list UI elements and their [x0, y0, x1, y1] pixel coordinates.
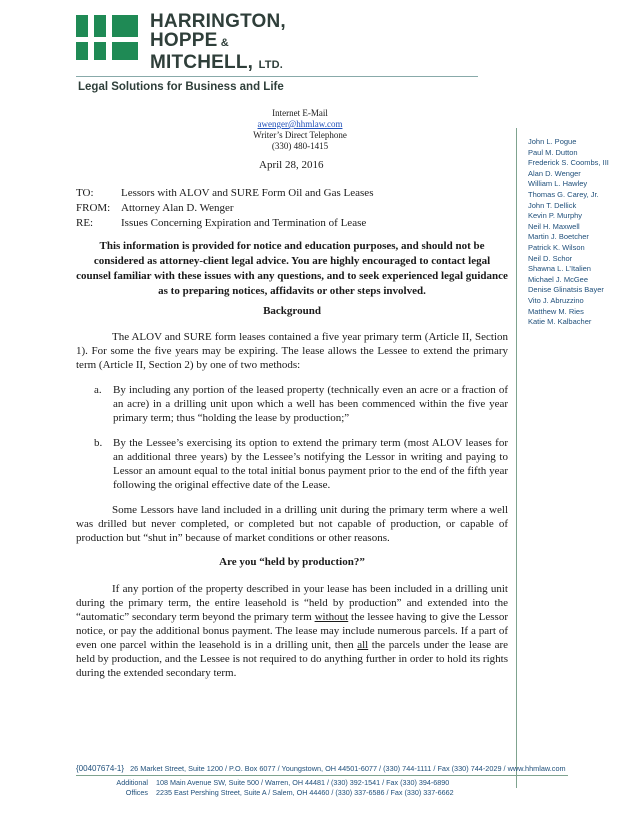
footer-main-office: {00407674-1} 26 Market Street, Suite 1200 / P.O. Box 6077 / Youngstown, OH 44501-6077 / (330) 744-1111 / Fax (330) 744-2029 / www.hhmlaw.com — [76, 764, 566, 773]
memo-header — [76, 186, 373, 231]
list-item-a: a. By including any portion of the leased property (technically even an acre or a fraction of an acre) in a drilling unit upon which a well has been commenced within the five year primary term; thus “holding the lease by production;” — [94, 384, 508, 424]
attorney-name: John T. Dellick — [528, 200, 577, 210]
list-item-b: b. By the Lessee’s exercising its option to extend the primary term (most ALOV leases for an additional three years) by the Lessee’s notifying the Lessor in writing and paying to Lessor an amount equal to the total initial bonus payment prior to the end of the fifth year following the original effective date of the Lease. — [94, 437, 508, 491]
attorney-name: Alan D. Wenger — [528, 168, 581, 178]
to-label: TO: — [76, 187, 94, 199]
header-rule — [76, 76, 478, 77]
sidebar-rule — [516, 128, 517, 788]
attorney-name: Paul M. Dutton — [528, 147, 578, 157]
letter-date: April 28, 2016 — [259, 159, 324, 171]
firm-logo — [76, 15, 138, 65]
document-id: {00407674-1} — [76, 764, 125, 773]
attorney-name: John L. Pogue — [528, 137, 577, 146]
held-heading: Are you “held by production?” — [219, 556, 365, 568]
attorney-name: Patrick K. Wilson — [528, 242, 585, 252]
background-heading: Background — [263, 305, 321, 317]
tagline: Legal Solutions for Business and Life — [78, 81, 284, 93]
shut-in-paragraph: Some Lessors have land included in a drilling unit during the primary term where a well was drilled but never completed, or completed but not capable of production, or capable of production but “shut in” because of market conditions or other reasons. — [76, 504, 508, 544]
re-label: RE: — [76, 217, 94, 229]
to-value: Lessors with ALOV and SURE Form Oil and Gas Leases — [121, 187, 374, 199]
disclaimer-notice: This information is provided for notice and education purposes, and should not be considered as attorney-client legal advice. You are highly encouraged to contact legal counsel familiar with these issues with any questions, and to seek experienced legal guidance as to preparing notices, affidavits or other steps involved. — [76, 240, 508, 297]
attorney-name: Michael J. McGee — [528, 274, 589, 284]
attorney-name: Kevin P. Murphy — [528, 211, 583, 221]
attorney-name: Frederick S. Coombs, III — [528, 158, 609, 168]
attorney-name: Shawna L. L’Italien — [528, 264, 591, 274]
footer-additional-offices: Additional 108 Main Avenue SW, Suite 500 / Warren, OH 44481 / (330) 392-1541 / Fax (330) 394-6890 Offices 2235 East Pershing Street, Suite A / Salem, OH 44460 / (330) 337-6586 / Fax (330) 337-6662 — [116, 778, 454, 797]
firm-name: HARRINGTON, HOPPE & MITCHELL, LTD. — [150, 11, 286, 73]
from-value: Attorney Alan D. Wenger — [121, 202, 234, 214]
attorney-name: Neil D. Schor — [528, 253, 573, 263]
attorney-name: Martin J. Boetcher — [528, 232, 589, 242]
attorney-name: Vito J. Abruzzino — [528, 295, 584, 305]
phone-number: (330) 480-1415 — [271, 141, 329, 151]
attorney-name: Thomas G. Carey, Jr. — [528, 189, 599, 199]
attorney-name: Denise Glinatsis Bayer — [528, 285, 604, 295]
attorney-name: Neil H. Maxwell — [528, 221, 580, 231]
attorney-name: William L. Hawley — [528, 179, 588, 189]
phone-label: Writer’s Direct Telephone — [253, 130, 347, 140]
background-intro: The ALOV and SURE form leases contained a five year primary term (Article II, Section 1). For some the five years may be expiring. The lease allows the Lessee to extend the primary term (Article II, Section 2) by one of two methods: — [76, 331, 508, 371]
attorney-name: Katie M. Kalbacher — [528, 317, 592, 327]
email-label: Internet E-Mail — [272, 108, 328, 118]
footer-rule — [76, 775, 568, 776]
held-paragraph: If any portion of the property described in your lease has been included in a drilling unit during the primary term, the entire leasehold is “held by production” and extended into the “automatic” secondary term beyond the primary term without the lessee having to give the Lessor notice, or pay the additional bonus payment. The lease may include numerous parcels. If a part of even one parcel within the leasehold is in a drilling unit, then all the parcels under the lease are held by production, and the Lessee is not required to do anything further in order to hold its rights during the extended secondary term. — [76, 583, 508, 679]
attorney-list — [528, 137, 609, 328]
email-link[interactable]: awenger@hhmlaw.com — [257, 119, 343, 129]
from-label: FROM: — [76, 202, 111, 214]
re-value: Issues Concerning Expiration and Termination of Lease — [121, 217, 367, 229]
attorney-name: Matthew M. Ries — [528, 306, 584, 316]
writer-contact — [200, 108, 400, 152]
